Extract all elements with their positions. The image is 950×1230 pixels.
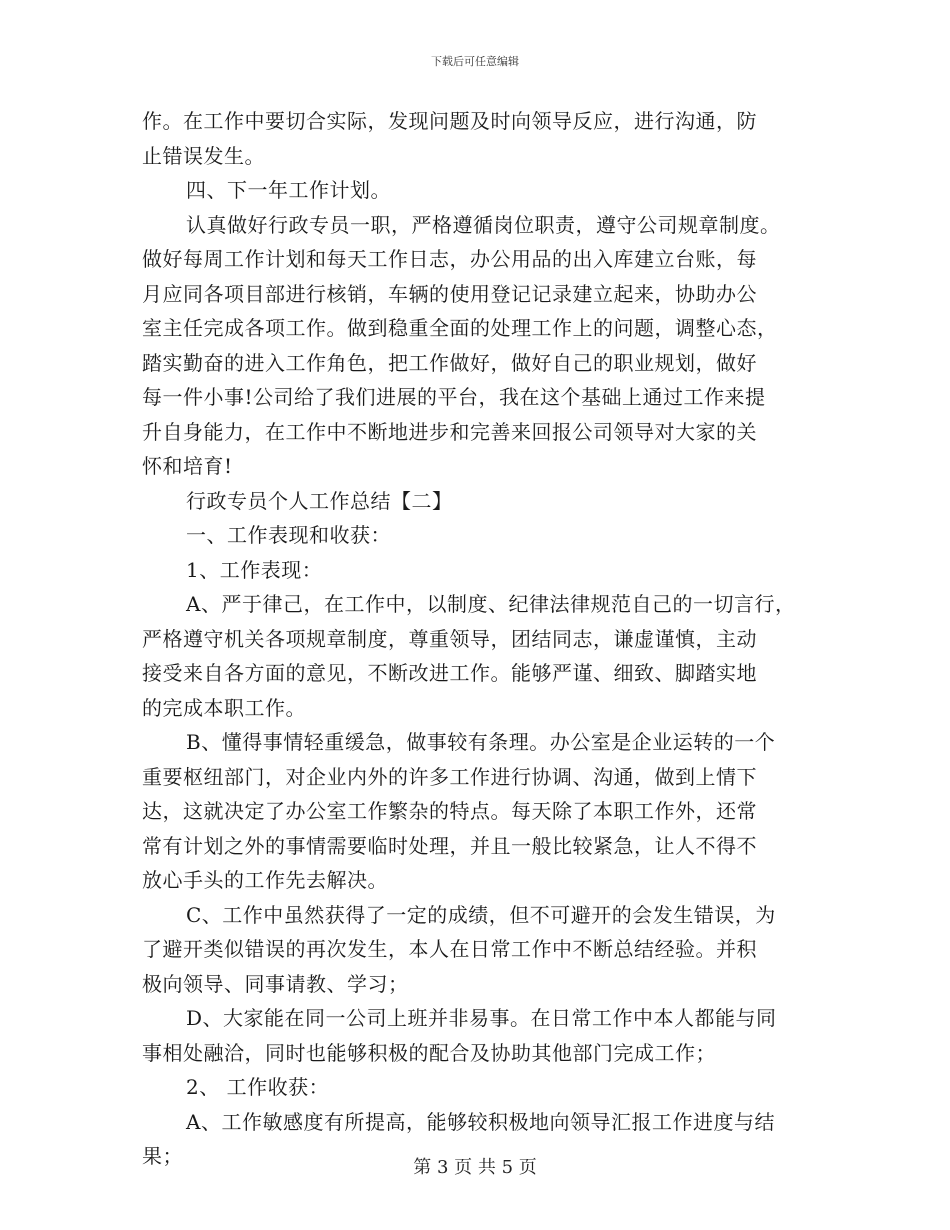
text-line: 果；: [142, 1144, 183, 1168]
text-line: 每一件小事!公司给了我们进展的平台，我在这个基础上通过工作来提: [142, 385, 766, 409]
text-line: 了避开类似错误的再次发生，本人在日常工作中不断总结经验。并积: [142, 937, 757, 961]
text-line: 做好每周工作计划和每天工作日志，办公用品的出入库建立台账，每: [142, 247, 757, 271]
text-line: 行政专员个人工作总结【二】: [186, 488, 453, 513]
text-line: A、工作敏感度有所提高，能够较积极地向领导汇报工作进度与结: [186, 1109, 775, 1134]
text-line: D、大家能在同一公司上班并非易事。在日常工作中本人都能与同: [186, 1006, 777, 1030]
text-line: 室主任完成各项工作。做到稳重全面的处理工作上的问题，调整心态，: [142, 316, 778, 340]
page-header: 下载后可任意编辑: [431, 55, 519, 68]
text-line: 四、下一年工作计划。: [186, 178, 391, 202]
text-line: 极向领导、同事请教、学习；: [142, 971, 409, 996]
text-line: 的完成本职工作。: [142, 695, 306, 720]
text-line: 放心手头的工作先去解决。: [142, 868, 388, 892]
text-line: 认真做好行政专员一职，严格遵循岗位职责，遵守公司规章制度。: [186, 212, 781, 237]
text-line: 月应同各项目部进行核销，车辆的使用登记记录建立起来，协助办公: [142, 281, 757, 306]
text-line: 作。在工作中要切合实际，发现问题及时向领导反应，进行沟通，防: [142, 109, 757, 133]
text-line: 一、工作表现和收获：: [186, 523, 391, 547]
text-line: 1、工作表现：: [186, 557, 323, 582]
text-line: 严格遵守机关各项规章制度，尊重领导，团结同志，谦虚谨慎，主动: [142, 626, 757, 651]
page-number: 第 3 页 共 5 页: [413, 1157, 537, 1178]
text-line: 常有计划之外的事情需要临时处理，并且一般比较紧急，让人不得不: [142, 833, 757, 858]
text-line: 止错误发生。: [142, 143, 265, 168]
text-line: B、懂得事情轻重缓急，做事较有条理。办公室是企业运转的一个: [186, 730, 776, 754]
text-line: 事相处融洽，同时也能够积极的配合及协助其他部门完成工作；: [142, 1040, 716, 1065]
text-line: A、严于律己，在工作中，以制度、纪律法律规范自己的一切言行，: [186, 592, 796, 616]
text-line: 2、 工作收获：: [186, 1075, 330, 1099]
document-body: [142, 104, 812, 1174]
text-line: 升自身能力，在工作中不断地进步和完善来回报公司领导对大家的关: [142, 419, 757, 444]
text-line: 怀和培育!: [142, 454, 233, 478]
text-line: 重要枢纽部门，对企业内外的许多工作进行协调、沟通，做到上情下: [142, 764, 757, 789]
text-line: 接受来自各方面的意见，不断改进工作。能够严谨、细致、脚踏实地: [142, 661, 757, 685]
text-line: C、工作中虽然获得了一定的成绩，但不可避开的会发生错误，为: [186, 902, 776, 927]
text-line: 达，这就决定了办公室工作繁杂的特点。每天除了本职工作外，还常: [142, 799, 757, 823]
text-line: 踏实勤奋的进入工作角色，把工作做好，做好自己的职业规划，做好: [142, 350, 757, 375]
